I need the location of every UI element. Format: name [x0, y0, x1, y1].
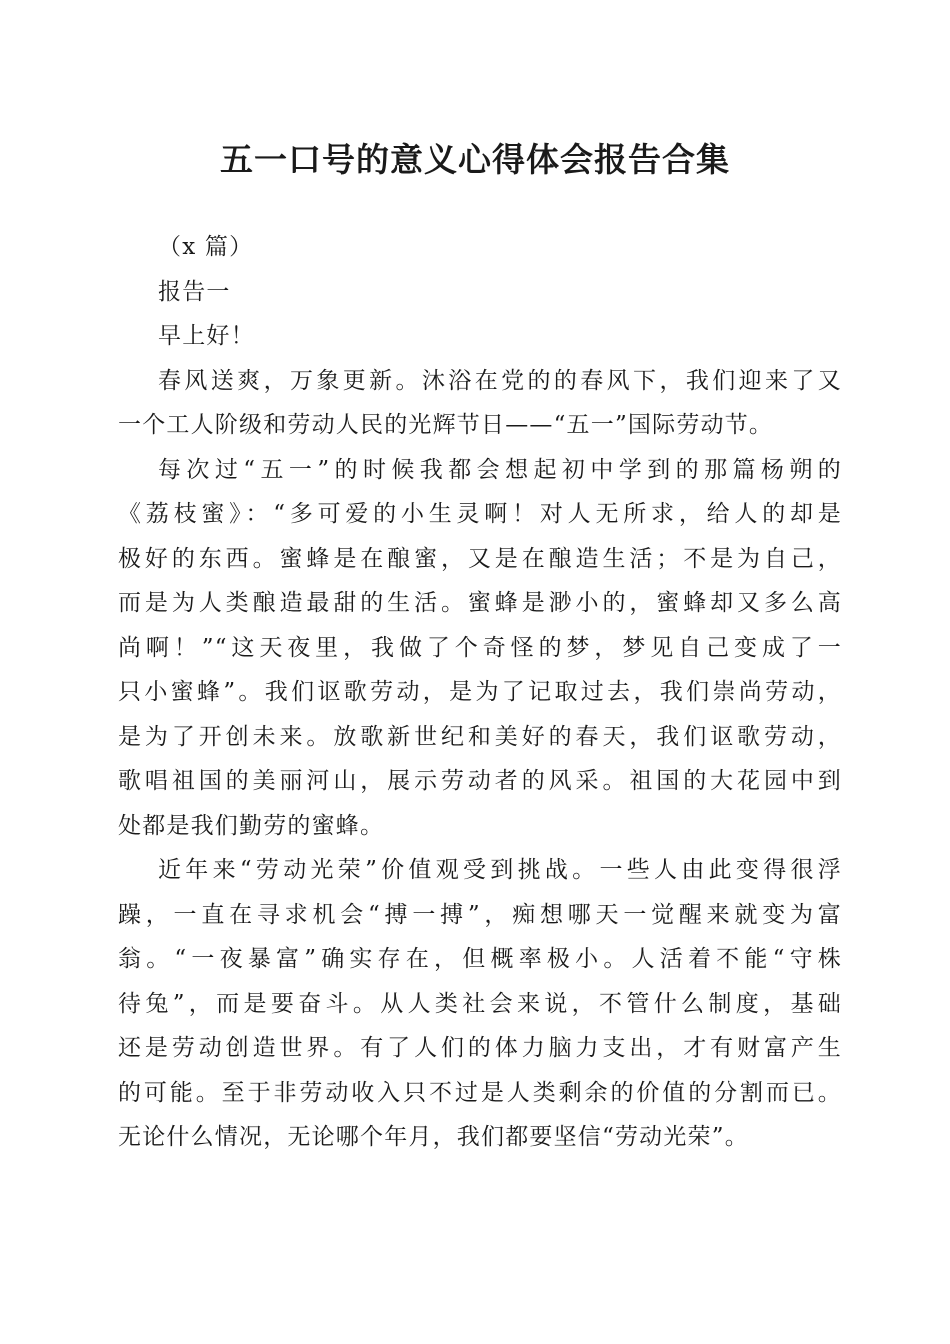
paragraph-3-line-2: 躁，一直在寻求机会“搏一搏”，痴想哪天一觉醒来就变为富	[118, 901, 842, 928]
paragraph-1-line-2: 一个工人阶级和劳动人民的光辉节日——“五一”国际劳动节。	[118, 412, 774, 438]
paragraph-2-line-3: 极好的东西。蜜蜂是在酿蜜，又是在酿造生活；不是为自己，	[118, 545, 842, 572]
subtitle: （x 篇）	[158, 234, 254, 260]
paragraph-2-line-4: 而是为人类酿造最甜的生活。蜜蜂是渺小的，蜜蜂却又多么高	[118, 590, 842, 616]
document-body	[118, 232, 842, 1167]
report-heading: 报告一	[158, 278, 231, 305]
greeting: 早上好！	[158, 323, 255, 349]
paragraph-3-line-6: 的可能。至于非劳动收入只不过是人类剩余的价值的分割而已。	[118, 1079, 842, 1106]
paragraph-2-line-7: 是为了开创未来。放歌新世纪和美好的春天，我们讴歌劳动，	[118, 723, 842, 750]
paragraph-2-line-8: 歌唱祖国的美丽河山，展示劳动者的风采。祖国的大花园中到	[118, 768, 842, 794]
paragraph-3-line-7: 无论什么情况，无论哪个年月，我们都要坚信“劳动光荣”。	[118, 1124, 749, 1150]
paragraph-2-line-6: 只小蜜蜂”。我们讴歌劳动，是为了记取过去，我们崇尚劳动，	[118, 679, 842, 705]
paragraph-2-line-1: 每次过“五一”的时候我都会想起初中学到的那篇杨朔的	[158, 456, 842, 483]
paragraph-2-line-9: 处都是我们勤劳的蜜蜂。	[118, 812, 385, 839]
document-title: 五一口号的意义心得体会报告合集	[220, 140, 730, 179]
paragraph-3-line-4: 待兔”，而是要奋斗。从人类社会来说，不管什么制度，基础	[118, 990, 842, 1017]
paragraph-3-line-5: 还是劳动创造世界。有了人们的体力脑力支出，才有财富产生	[118, 1035, 842, 1061]
paragraph-1-line-1: 春风送爽，万象更新。沐浴在党的的春风下，我们迎来了又	[158, 367, 842, 394]
paragraph-3-line-1: 近年来“劳动光荣”价值观受到挑战。一些人由此变得很浮	[158, 857, 842, 883]
paragraph-2-line-2: 《荔枝蜜》：“多可爱的小生灵啊！对人无所求，给人的却是	[118, 501, 842, 527]
paragraph-3-line-3: 翁。“一夜暴富”确实存在，但概率极小。人活着不能“守株	[118, 946, 842, 972]
paragraph-2-line-5: 尚啊！”“这天夜里，我做了个奇怪的梦，梦见自己变成了一	[118, 634, 842, 661]
